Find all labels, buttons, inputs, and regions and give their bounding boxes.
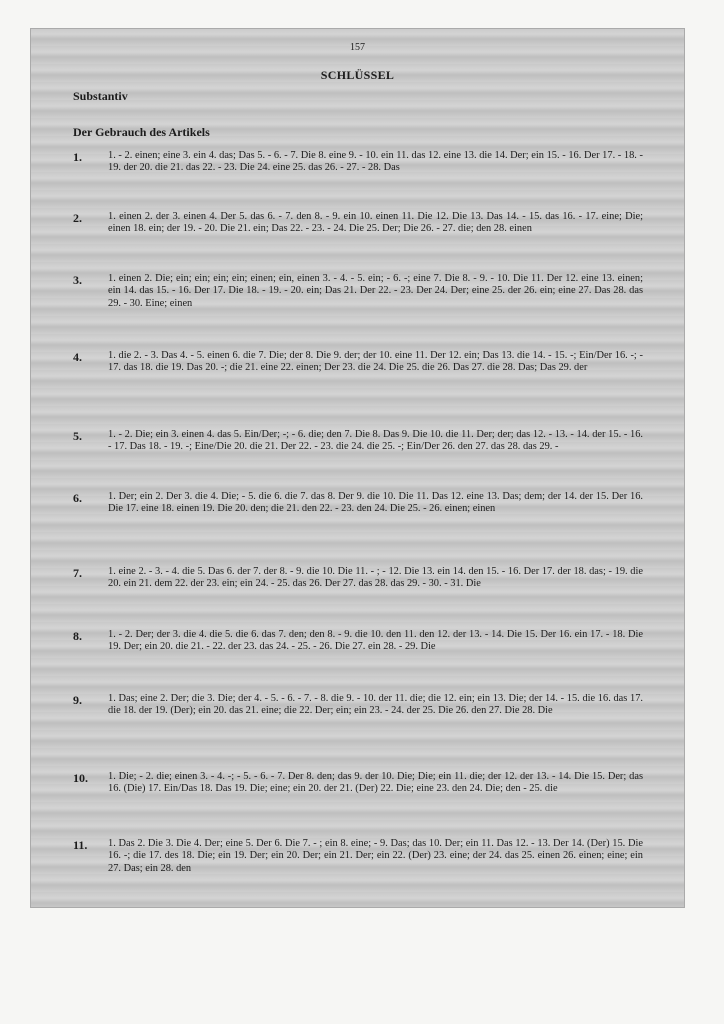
- exercise-answers: 1. Der; ein 2. Der 3. die 4. Die; - 5. die 6. die 7. das 8. Der 9. die 10. Die 11. Das 12. eine 13. Das; dem; der 14. der 15. Der 16. Die 17. eine 18. einen 19. Die 20. den; die 21. den 22. - 23. den 24. Die 25. - 26. einen; einen: [108, 491, 643, 515]
- exercise-number: 1.: [73, 150, 82, 164]
- exercise-number: 9.: [73, 693, 82, 707]
- exercise-number: 4.: [73, 350, 82, 364]
- exercise-number: 2.: [73, 211, 82, 225]
- page-number: 157: [350, 42, 365, 53]
- exercise-number: 10.: [73, 771, 88, 785]
- exercise-answers: 1. Das; eine 2. Der; die 3. Die; der 4. - 5. - 6. - 7. - 8. die 9. - 10. der 11. die; die 12. ein; ein 13. Die; der 14. - 15. die 16. das 17. die 18. der 19. (Der); ein 20. das 21. eine; die 22. Der; ein; ein 23. - 24. der 25. Die 26. den 27. Die 28. Die: [108, 693, 643, 717]
- exercise-number: 7.: [73, 566, 82, 580]
- exercise-answers: 1. - 2. einen; eine 3. ein 4. das; Das 5. - 6. - 7. Die 8. eine 9. - 10. ein 11. das 12. eine 13. die 14. Der; ein 15. - 16. Der 17. - 18. - 19. der 20. die 21. das 22. - 23. Die 24. eine 25. das 26. - 27. - 28. Das: [108, 150, 643, 174]
- exercise-number: 6.: [73, 491, 82, 505]
- exercise-answers: 1. Das 2. Die 3. Die 4. Der; eine 5. Der 6. Die 7. - ; ein 8. eine; - 9. Das; das 10. Der; ein 11. Das 12. - 13. Der 14. (Der) 15. Die 16. -; die 17. des 18. Die; ein 19. Der; ein 20. Der; ein 21. Der; ein 22. (Der) 23. eine; der 24. das 25. einen 26. einen; eine; ein 27. Das; ein 28. den: [108, 838, 643, 874]
- subsection-heading: Der Gebrauch des Artikels: [73, 125, 210, 139]
- section-heading: Substantiv: [73, 89, 128, 103]
- exercise-answers: 1. Die; - 2. die; einen 3. - 4. -; - 5. - 6. - 7. Der 8. den; das 9. der 10. Die; Die; ein 11. die; der 12. der 13. - 14. Die 15. Der; das 16. (Die) 17. Ein/Das 18. Das 19. Die; eine; ein 20. der 21. (Der) 22. Die; eine 23. den 24. Die; den - 25. die: [108, 771, 643, 795]
- exercise-answers: 1. einen 2. der 3. einen 4. Der 5. das 6. - 7. den 8. - 9. ein 10. einen 11. Die 12. Die 13. Das 14. - 15. das 16. - 17. eine; Die; einen 18. ein; der 19. - 20. Die 21. ein; Das 22. - 23. - 24. Die 25. Der; Die 26. - 27. die; den 28. einen: [108, 211, 643, 235]
- page-title: SCHLÜSSEL: [320, 68, 395, 82]
- exercise-answers: 1. einen 2. Die; ein; ein; ein; ein; einen; ein, einen 3. - 4. - 5. ein; - 6. -; eine 7. Die 8. - 9. - 10. Die 11. Der 12. eine 13. einen; ein 14. das 15. - 16. Der 17. Die 18. - 19. - 20. ein; Das 21. Der 22. - 23. Der 24. Der; eine 25. der 26. ein; eine 27. Das 28. das 29. - 30. Eine; einen: [108, 273, 643, 309]
- exercise-number: 5.: [73, 429, 82, 443]
- exercise-answers: 1. eine 2. - 3. - 4. die 5. Das 6. der 7. der 8. - 9. die 10. Die 11. - ; - 12. Die 13. ein 14. den 15. - 16. Der 17. der 18. das; - 19. die 20. ein 21. dem 22. der 23. ein; ein 24. - 25. das 26. Der 27. das 28. das 29. - 30. - 31. Die: [108, 566, 643, 590]
- exercise-number: 11.: [73, 838, 88, 852]
- exercise-answers: 1. - 2. Die; ein 3. einen 4. das 5. Ein/Der; -; - 6. die; den 7. Die 8. Das 9. Die 10. die 11. Der; der; das 12. - 13. - 14. der 15. - 16. - 17. Das 18. - 19. -; Eine/Die 20. die 21. Der 22. - 23. die 24. die 25. -; Ein/Der 26. den 27. das 28. das 29. -: [108, 429, 643, 453]
- scanned-page: [30, 28, 685, 908]
- exercise-number: 3.: [73, 273, 82, 287]
- exercise-answers: 1. - 2. Der; der 3. die 4. die 5. die 6. das 7. den; den 8. - 9. die 10. den 11. den 12. der 13. - 14. Die 15. Der 16. ein 17. - 18. Die 19. Der; ein 20. die 21. - 22. der 23. das 24. - 25. - 26. Die 27. ein 28. - 29. Die: [108, 629, 643, 653]
- exercise-answers: 1. die 2. - 3. Das 4. - 5. einen 6. die 7. Die; der 8. Die 9. der; der 10. eine 11. Der 12. ein; Das 13. die 14. - 15. -; Ein/Der 16. -; - 17. das 18. die 19. Das 20. -; die 21. eine 22. einen; Der 23. die 24. Die 25. die 26. Das 27. die 28. Das; Das 29. der: [108, 350, 643, 374]
- exercise-number: 8.: [73, 629, 82, 643]
